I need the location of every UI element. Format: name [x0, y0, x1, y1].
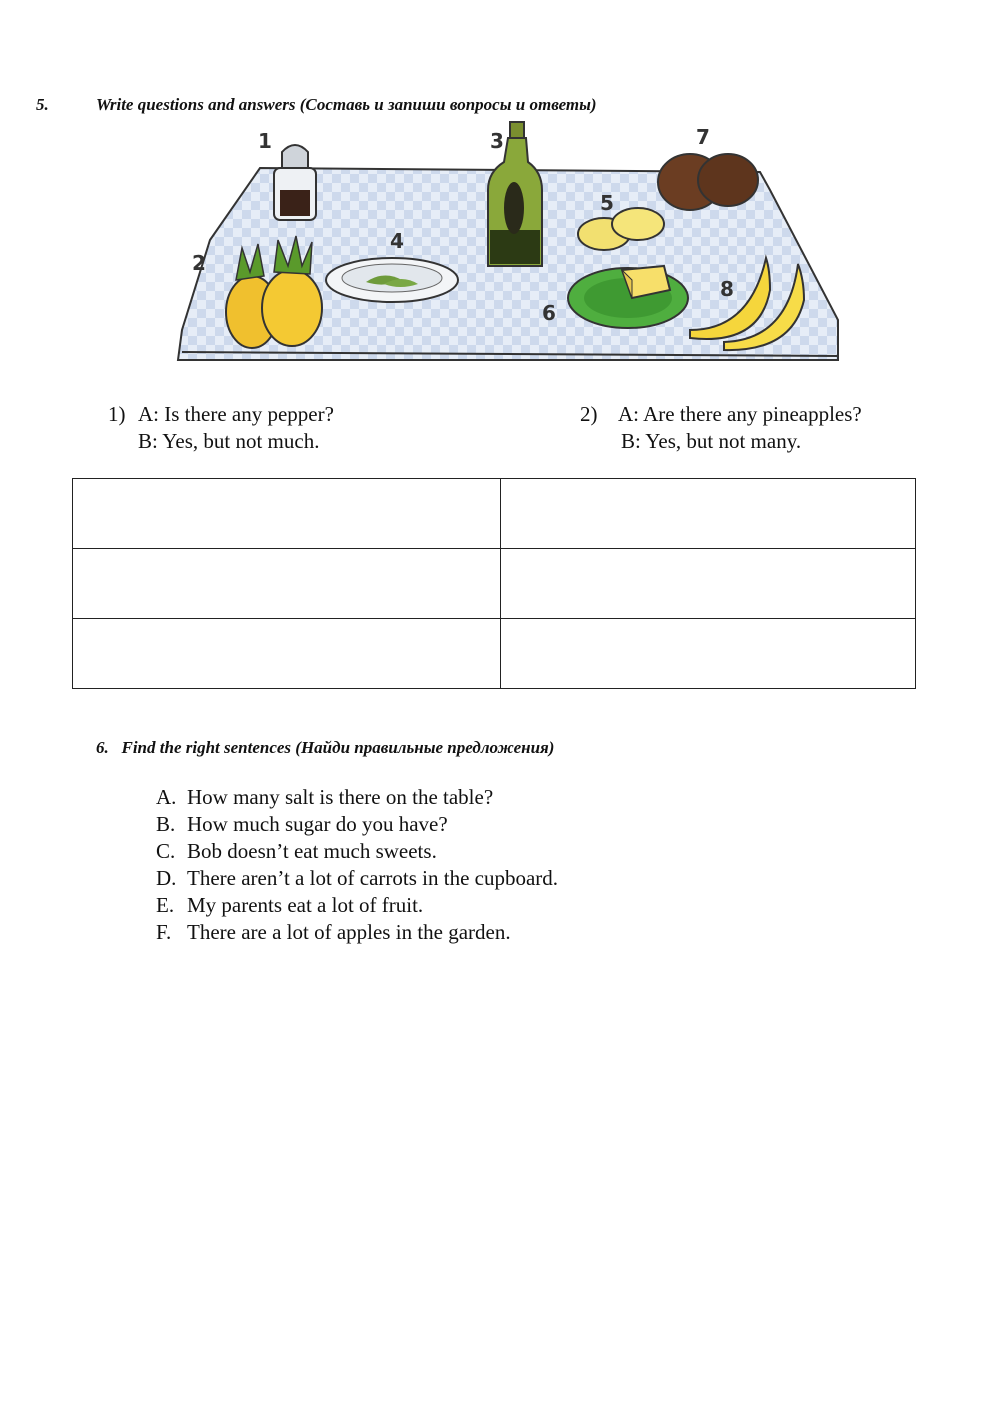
sentence-text: There are a lot of apples in the garden.: [187, 920, 511, 944]
task6-title: 6. Find the right sentences (Найди правильные предложения): [96, 738, 555, 757]
sentence-letter: A.: [156, 785, 177, 809]
example-1: [108, 401, 334, 455]
coconuts-item: [658, 154, 758, 210]
sentence-text: How many salt is there on the table?: [187, 785, 494, 809]
sentence-letter: E.: [156, 893, 175, 917]
answer-cell[interactable]: [73, 479, 501, 549]
list-item[interactable]: [156, 919, 558, 946]
sentence-letter: C.: [156, 839, 176, 863]
answer-cell[interactable]: [73, 549, 501, 619]
list-item[interactable]: [156, 892, 558, 919]
sentence-letter: B.: [156, 812, 176, 836]
example-1-question: A: Is there any pepper?: [138, 402, 334, 426]
answer-cell[interactable]: [501, 619, 916, 689]
list-item[interactable]: [156, 811, 558, 838]
list-item[interactable]: [156, 784, 558, 811]
answer-cell[interactable]: [501, 549, 916, 619]
example-2-answer: B: Yes, but not many.: [621, 429, 802, 453]
answer-table: [72, 478, 916, 689]
example-1-answer: B: Yes, but not much.: [138, 429, 320, 453]
example-2-question: A: Are there any pineapples?: [618, 402, 862, 426]
table-food-illustration: [170, 120, 840, 375]
list-item[interactable]: [156, 865, 558, 892]
list-item[interactable]: [156, 838, 558, 865]
sentence-letter: F.: [156, 920, 172, 944]
label-3: 3: [490, 129, 504, 153]
task5-title: Write questions and answers (Составь и запиши вопросы и ответы): [96, 95, 597, 114]
label-5: 5: [600, 191, 614, 215]
sentence-text: How much sugar do you have?: [187, 812, 448, 836]
label-6: 6: [542, 301, 556, 325]
label-2: 2: [192, 251, 206, 275]
sentence-text: My parents eat a lot of fruit.: [187, 893, 424, 917]
label-4: 4: [390, 229, 404, 253]
sentence-list: [156, 784, 558, 946]
sentence-text: There aren’t a lot of carrots in the cupboard.: [187, 866, 559, 890]
label-7: 7: [696, 125, 710, 149]
sentence-letter: D.: [156, 866, 177, 890]
task5-number: 5.: [36, 95, 49, 114]
example-2: [580, 401, 862, 455]
plate-with-leaves-item: [326, 258, 458, 302]
example-2-number: 2): [580, 402, 598, 426]
table-row: [73, 619, 916, 689]
table-row: [73, 479, 916, 549]
table-row: [73, 549, 916, 619]
example-1-number: 1): [108, 402, 126, 426]
label-8: 8: [720, 277, 734, 301]
sentence-text: Bob doesn’t eat much sweets.: [187, 839, 437, 863]
answer-cell[interactable]: [501, 479, 916, 549]
answer-cell[interactable]: [73, 619, 501, 689]
pepper-shaker-item: [274, 145, 316, 220]
label-1: 1: [258, 129, 272, 153]
